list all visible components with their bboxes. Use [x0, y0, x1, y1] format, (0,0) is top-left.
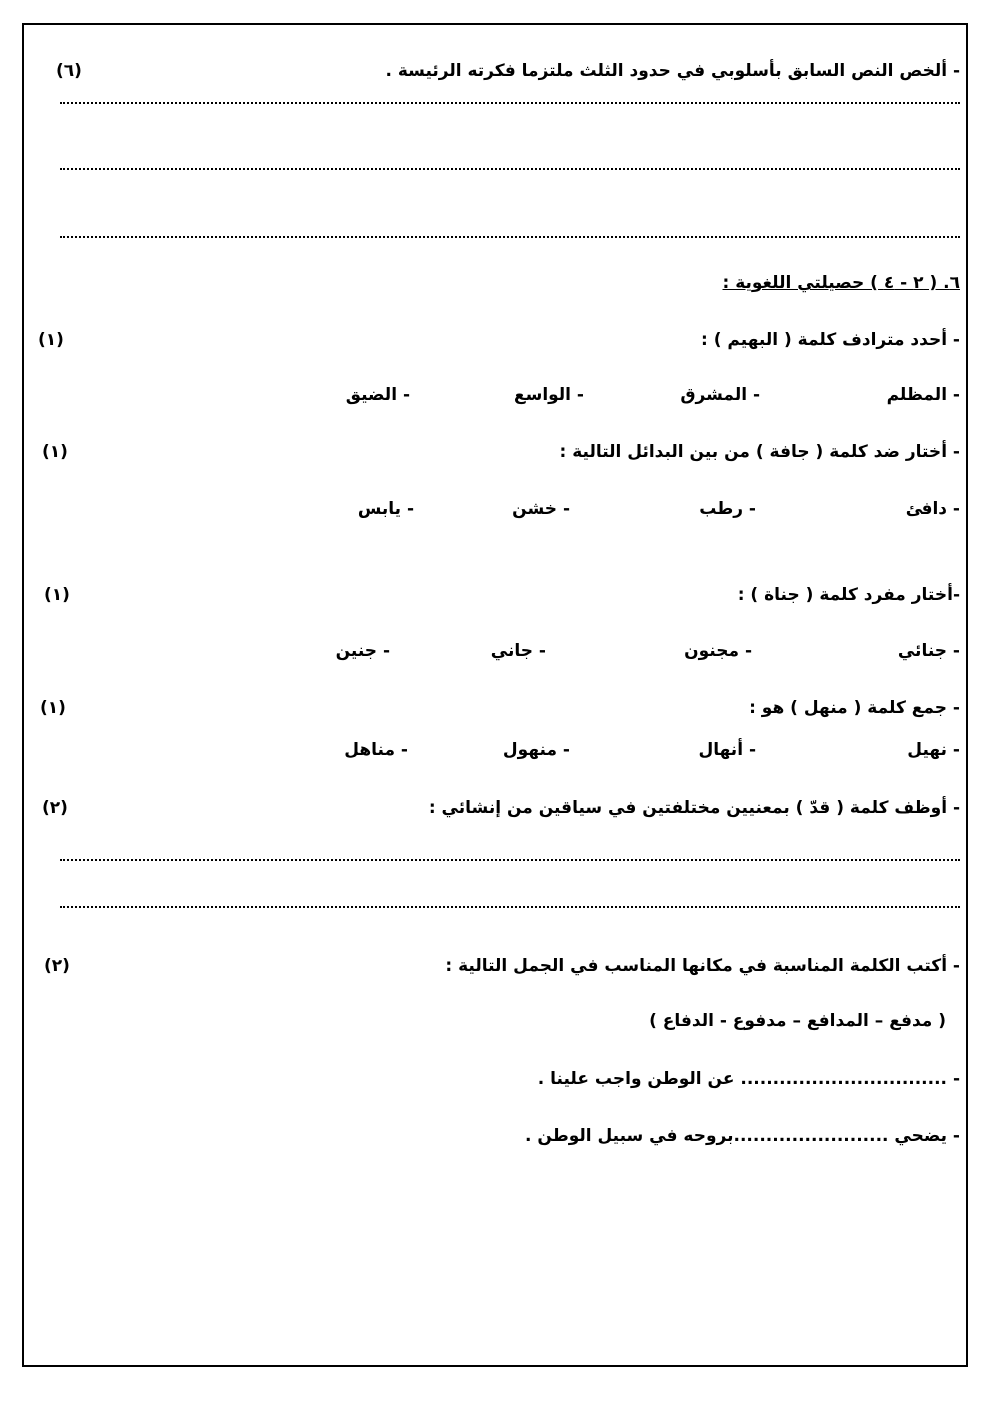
q6-prompt: - أكتب الكلمة المناسبة في مكانها المناسب في الجمل التالية : — [445, 956, 960, 976]
q6-word-choices: ( مدفع – المدافع – مدفوع - الدفاع ) — [649, 1011, 946, 1031]
q6-sentence-1[interactable]: - ................................ عن الوطن واجب علينا . — [537, 1069, 960, 1089]
q5-mark: (٢) — [42, 798, 68, 818]
q1-prompt: - أحدد مترادف كلمة ( البهيم ) : — [701, 330, 960, 350]
page-border — [22, 23, 968, 1367]
q4-prompt: - جمع كلمة ( منهل ) هو : — [749, 698, 960, 718]
q1-option[interactable]: - المشرق — [680, 385, 760, 405]
q1-mark: (١) — [38, 330, 64, 350]
summary-prompt: - ألخص النص السابق بأسلوبي في حدود الثلث ملتزما فكرته الرئيسة . — [385, 61, 960, 81]
q5-prompt: - أوظف كلمة ( قدّ ) بمعنيين مختلفتين في سياقين من إنشائي : — [428, 798, 960, 818]
q2-mark: (١) — [42, 442, 68, 462]
q1-option[interactable]: - الواسع — [513, 385, 584, 405]
q4-option[interactable]: - مناهل — [344, 740, 408, 760]
q2-option[interactable]: - يابس — [357, 499, 414, 519]
q4-option[interactable]: - أنهال — [698, 740, 756, 760]
q3-option[interactable]: - مجنون — [684, 641, 752, 661]
q4-option[interactable]: - منهول — [502, 740, 570, 760]
q6-mark: (٢) — [44, 956, 70, 976]
answer-line[interactable] — [60, 168, 960, 170]
answer-line[interactable] — [60, 906, 960, 908]
answer-line[interactable] — [60, 102, 960, 104]
q4-mark: (١) — [40, 698, 66, 718]
q2-option[interactable]: - رطب — [699, 499, 756, 519]
q2-option[interactable]: - دافئ — [905, 499, 960, 519]
q1-option[interactable]: - المظلم — [886, 385, 960, 405]
q3-option[interactable]: - جنائي — [897, 641, 960, 661]
q3-option[interactable]: - جنين — [335, 641, 390, 661]
q4-option[interactable]: - نهيل — [907, 740, 960, 760]
q1-option[interactable]: - الضيق — [345, 385, 410, 405]
answer-line[interactable] — [60, 236, 960, 238]
q2-option[interactable]: - خشن — [512, 499, 570, 519]
q3-prompt: -أختار مفرد كلمة ( جناة ) : — [737, 585, 960, 605]
q6-sentence-2[interactable]: - يضحي ........................بروحه في سبيل الوطن . — [525, 1126, 960, 1146]
summary-mark: (٦) — [56, 61, 82, 81]
answer-line[interactable] — [60, 859, 960, 861]
q2-prompt: - أختار ضد كلمة ( جافة ) من بين البدائل التالية : — [559, 442, 960, 462]
section-heading: ٦. ( ٢ - ٤ ) حصيلتي اللغوية : — [722, 273, 960, 293]
q3-option[interactable]: - جاني — [490, 641, 546, 661]
q3-mark: (١) — [44, 585, 70, 605]
